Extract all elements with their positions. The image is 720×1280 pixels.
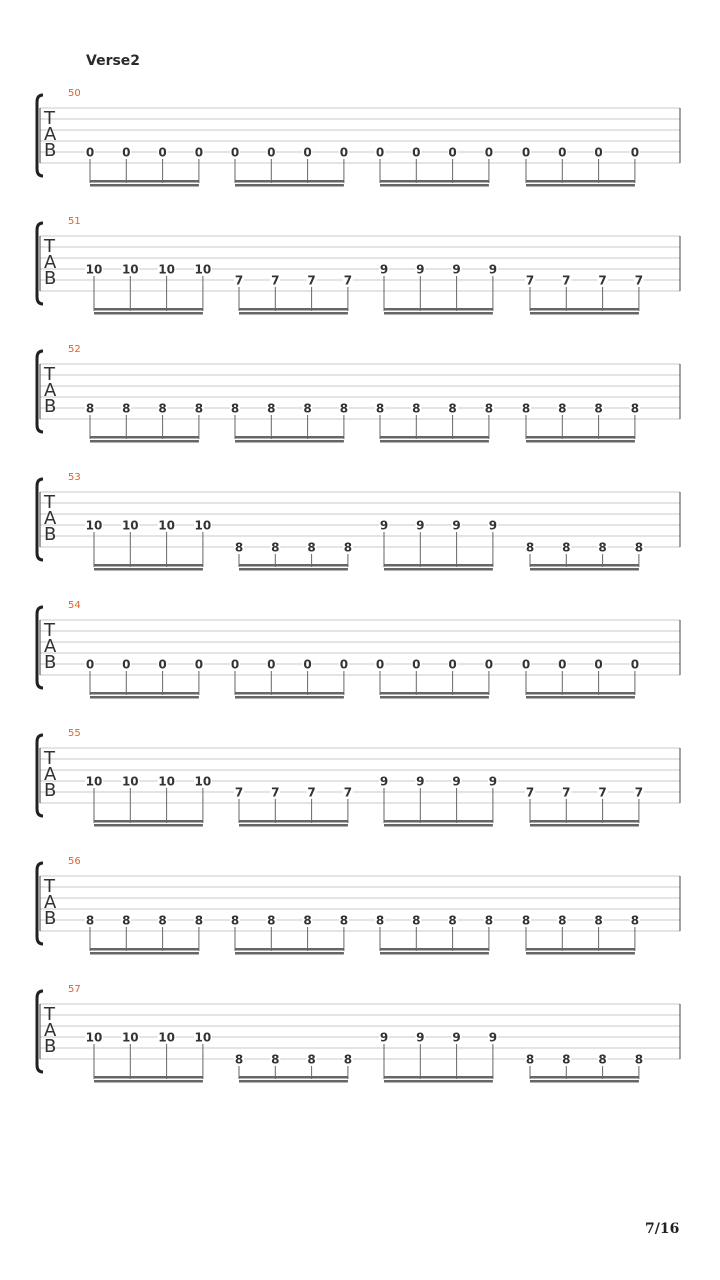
- beam-secondary: [94, 824, 203, 827]
- beam-secondary: [530, 312, 639, 315]
- beam-primary: [239, 564, 348, 567]
- fret-number: 9: [452, 1030, 461, 1045]
- tab-clef-letter: T: [44, 108, 55, 129]
- fret-number: 8: [525, 1052, 535, 1067]
- tab-clef-letter: T: [44, 364, 55, 385]
- fret-number: 8: [303, 401, 312, 416]
- fret-number: 7: [343, 273, 353, 288]
- fret-number: 7: [234, 273, 244, 288]
- fret-number: 8: [339, 913, 349, 928]
- fret-number: 7: [598, 273, 607, 288]
- beam-secondary: [235, 184, 344, 187]
- beam-secondary: [526, 952, 635, 955]
- fret-number: 8: [267, 401, 276, 416]
- measure-number: 50: [68, 88, 81, 99]
- fret-number: 0: [303, 145, 312, 160]
- beam-secondary: [384, 824, 493, 827]
- beam-primary: [530, 820, 639, 823]
- fret-number: 8: [525, 540, 535, 555]
- fret-number: 10: [121, 518, 139, 533]
- fret-number: 0: [594, 145, 603, 160]
- beam-primary: [526, 948, 635, 951]
- beam-secondary: [239, 312, 348, 315]
- fret-number: 0: [339, 145, 349, 160]
- beam-primary: [380, 180, 489, 183]
- tab-clef-letter: B: [44, 780, 57, 801]
- beam-primary: [94, 1076, 203, 1079]
- beam-primary: [384, 820, 493, 823]
- fret-number: 8: [594, 913, 603, 928]
- fret-number: 0: [158, 145, 167, 160]
- fret-number: 8: [158, 913, 167, 928]
- fret-number: 10: [158, 1030, 175, 1045]
- tab-clef-letter: A: [44, 1020, 57, 1041]
- fret-number: 7: [343, 785, 353, 800]
- beam-primary: [526, 180, 635, 183]
- fret-number: 7: [525, 273, 535, 288]
- tab-clef-letter: B: [44, 268, 57, 289]
- beam-primary: [384, 1076, 493, 1079]
- fret-number: 0: [521, 145, 531, 160]
- tab-clef-letter: A: [44, 636, 57, 657]
- fret-number: 7: [562, 273, 571, 288]
- fret-number: 10: [194, 262, 212, 277]
- fret-number: 8: [375, 913, 385, 928]
- page-indicator: 7/16: [645, 1221, 680, 1237]
- fret-number: 8: [303, 913, 312, 928]
- tab-clef-letter: T: [44, 748, 55, 769]
- fret-number: 8: [448, 401, 457, 416]
- beam-primary: [90, 436, 199, 439]
- beam-primary: [235, 948, 344, 951]
- fret-number: 9: [488, 262, 498, 277]
- fret-number: 0: [630, 657, 640, 672]
- fret-number: 0: [267, 145, 276, 160]
- fret-number: 8: [271, 1052, 280, 1067]
- fret-number: 0: [594, 657, 603, 672]
- beam-primary: [239, 820, 348, 823]
- fret-number: 8: [630, 913, 640, 928]
- fret-number: 9: [488, 774, 498, 789]
- beam-secondary: [90, 696, 199, 699]
- fret-number: 8: [412, 913, 421, 928]
- beam-primary: [94, 308, 203, 311]
- fret-number: 7: [271, 785, 280, 800]
- tab-clef-letter: T: [44, 620, 55, 641]
- fret-number: 9: [488, 518, 498, 533]
- fret-number: 8: [484, 401, 494, 416]
- fret-number: 8: [634, 540, 644, 555]
- tab-clef-letter: B: [44, 396, 57, 417]
- fret-number: 10: [194, 1030, 212, 1045]
- fret-number: 10: [194, 774, 212, 789]
- fret-number: 0: [230, 657, 240, 672]
- tab-clef-letter: T: [44, 876, 55, 897]
- beam-secondary: [380, 184, 489, 187]
- tab-clef-letter: T: [44, 1004, 55, 1025]
- fret-number: 0: [267, 657, 276, 672]
- tab-clef-letter: B: [44, 908, 57, 929]
- fret-number: 8: [521, 913, 531, 928]
- fret-number: 8: [521, 401, 531, 416]
- beam-primary: [90, 948, 199, 951]
- fret-number: 0: [521, 657, 531, 672]
- beam-primary: [380, 948, 489, 951]
- beam-primary: [384, 308, 493, 311]
- beam-primary: [384, 564, 493, 567]
- beam-secondary: [530, 824, 639, 827]
- beam-secondary: [239, 1080, 348, 1083]
- fret-number: 8: [562, 1052, 571, 1067]
- fret-number: 8: [158, 401, 167, 416]
- measure-number: 52: [68, 344, 81, 355]
- beam-primary: [90, 180, 199, 183]
- tab-clef-letter: A: [44, 764, 57, 785]
- beam-primary: [239, 308, 348, 311]
- tab-clef-letter: B: [44, 524, 57, 545]
- fret-number: 8: [339, 401, 349, 416]
- fret-number: 8: [267, 913, 276, 928]
- fret-number: 0: [375, 145, 385, 160]
- fret-number: 0: [484, 145, 494, 160]
- fret-number: 8: [598, 540, 607, 555]
- fret-number: 10: [85, 1030, 103, 1045]
- beam-primary: [94, 820, 203, 823]
- fret-number: 7: [562, 785, 571, 800]
- tab-clef-letter: B: [44, 140, 57, 161]
- fret-number: 7: [307, 785, 316, 800]
- fret-number: 8: [307, 540, 316, 555]
- fret-number: 9: [452, 518, 461, 533]
- beam-secondary: [380, 952, 489, 955]
- fret-number: 7: [234, 785, 244, 800]
- fret-number: 8: [412, 401, 421, 416]
- fret-number: 7: [307, 273, 316, 288]
- beam-secondary: [239, 824, 348, 827]
- beam-secondary: [384, 1080, 493, 1083]
- beam-secondary: [235, 440, 344, 443]
- fret-number: 8: [558, 401, 567, 416]
- fret-number: 0: [85, 657, 95, 672]
- fret-number: 0: [448, 145, 457, 160]
- tab-clef-letter: T: [44, 492, 55, 513]
- beam-secondary: [235, 952, 344, 955]
- beam-primary: [380, 436, 489, 439]
- fret-number: 0: [448, 657, 457, 672]
- fret-number: 0: [194, 145, 204, 160]
- measure-number: 57: [68, 984, 81, 995]
- fret-number: 0: [85, 145, 95, 160]
- fret-number: 10: [121, 262, 139, 277]
- fret-number: 0: [122, 657, 131, 672]
- tab-clef-letter: T: [44, 236, 55, 257]
- fret-number: 8: [634, 1052, 644, 1067]
- beam-secondary: [94, 312, 203, 315]
- fret-number: 9: [379, 1030, 389, 1045]
- beam-secondary: [530, 1080, 639, 1083]
- fret-number: 0: [230, 145, 240, 160]
- measure-number: 56: [68, 856, 81, 867]
- fret-number: 10: [85, 518, 103, 533]
- fret-number: 8: [594, 401, 603, 416]
- fret-number: 10: [158, 262, 175, 277]
- fret-number: 0: [412, 657, 421, 672]
- beam-secondary: [380, 440, 489, 443]
- beam-primary: [530, 308, 639, 311]
- fret-number: 8: [234, 540, 244, 555]
- beam-secondary: [239, 568, 348, 571]
- beam-primary: [94, 564, 203, 567]
- fret-number: 0: [122, 145, 131, 160]
- fret-number: 8: [484, 913, 494, 928]
- fret-number: 8: [122, 401, 131, 416]
- fret-number: 10: [85, 774, 103, 789]
- beam-secondary: [94, 568, 203, 571]
- beam-secondary: [235, 696, 344, 699]
- fret-number: 8: [562, 540, 571, 555]
- beam-primary: [235, 436, 344, 439]
- beam-primary: [530, 564, 639, 567]
- measure-number: 51: [68, 216, 81, 227]
- fret-number: 9: [379, 518, 389, 533]
- tab-clef-letter: B: [44, 652, 57, 673]
- beam-primary: [530, 1076, 639, 1079]
- fret-number: 8: [85, 913, 95, 928]
- beam-secondary: [90, 440, 199, 443]
- fret-number: 8: [343, 1052, 353, 1067]
- fret-number: 8: [194, 913, 204, 928]
- fret-number: 0: [339, 657, 349, 672]
- fret-number: 0: [375, 657, 385, 672]
- fret-number: 10: [158, 518, 175, 533]
- beam-secondary: [384, 568, 493, 571]
- fret-number: 8: [558, 913, 567, 928]
- fret-number: 0: [630, 145, 640, 160]
- tab-clef-letter: A: [44, 892, 57, 913]
- fret-number: 0: [194, 657, 204, 672]
- measure-number: 54: [68, 600, 81, 611]
- beam-secondary: [526, 440, 635, 443]
- fret-number: 7: [525, 785, 535, 800]
- fret-number: 9: [379, 774, 389, 789]
- beam-secondary: [526, 696, 635, 699]
- fret-number: 9: [452, 774, 461, 789]
- section-title: Verse2: [86, 53, 141, 69]
- fret-number: 9: [379, 262, 389, 277]
- beam-secondary: [384, 312, 493, 315]
- fret-number: 9: [416, 518, 425, 533]
- fret-number: 8: [230, 913, 240, 928]
- measure-number: 53: [68, 472, 81, 483]
- fret-number: 8: [375, 401, 385, 416]
- beam-secondary: [530, 568, 639, 571]
- fret-number: 7: [271, 273, 280, 288]
- fret-number: 9: [416, 262, 425, 277]
- tab-clef-letter: B: [44, 1036, 57, 1057]
- beam-primary: [235, 180, 344, 183]
- fret-number: 10: [158, 774, 175, 789]
- fret-number: 10: [121, 774, 139, 789]
- beam-primary: [239, 1076, 348, 1079]
- fret-number: 9: [416, 1030, 425, 1045]
- fret-number: 10: [121, 1030, 139, 1045]
- beam-secondary: [380, 696, 489, 699]
- fret-number: 10: [85, 262, 103, 277]
- fret-number: 8: [85, 401, 95, 416]
- tab-clef-letter: A: [44, 252, 57, 273]
- fret-number: 10: [194, 518, 212, 533]
- fret-number: 7: [634, 785, 644, 800]
- beam-primary: [526, 692, 635, 695]
- fret-number: 0: [558, 657, 567, 672]
- tab-clef-letter: A: [44, 124, 57, 145]
- tab-clef-letter: A: [44, 380, 57, 401]
- fret-number: 8: [230, 401, 240, 416]
- beam-primary: [235, 692, 344, 695]
- beam-primary: [526, 436, 635, 439]
- fret-number: 8: [122, 913, 131, 928]
- fret-number: 8: [307, 1052, 316, 1067]
- fret-number: 8: [598, 1052, 607, 1067]
- fret-number: 8: [194, 401, 204, 416]
- fret-number: 8: [448, 913, 457, 928]
- beam-secondary: [90, 184, 199, 187]
- beam-primary: [380, 692, 489, 695]
- fret-number: 8: [630, 401, 640, 416]
- fret-number: 0: [484, 657, 494, 672]
- beam-primary: [90, 692, 199, 695]
- beam-secondary: [90, 952, 199, 955]
- fret-number: 8: [271, 540, 280, 555]
- fret-number: 8: [234, 1052, 244, 1067]
- fret-number: 7: [634, 273, 644, 288]
- fret-number: 9: [416, 774, 425, 789]
- fret-number: 0: [558, 145, 567, 160]
- fret-number: 9: [452, 262, 461, 277]
- measure-number: 55: [68, 728, 81, 739]
- beam-secondary: [94, 1080, 203, 1083]
- beam-secondary: [526, 184, 635, 187]
- tab-clef-letter: A: [44, 508, 57, 529]
- fret-number: 7: [598, 785, 607, 800]
- fret-number: 0: [412, 145, 421, 160]
- fret-number: 0: [303, 657, 312, 672]
- fret-number: 9: [488, 1030, 498, 1045]
- fret-number: 8: [343, 540, 353, 555]
- fret-number: 0: [158, 657, 167, 672]
